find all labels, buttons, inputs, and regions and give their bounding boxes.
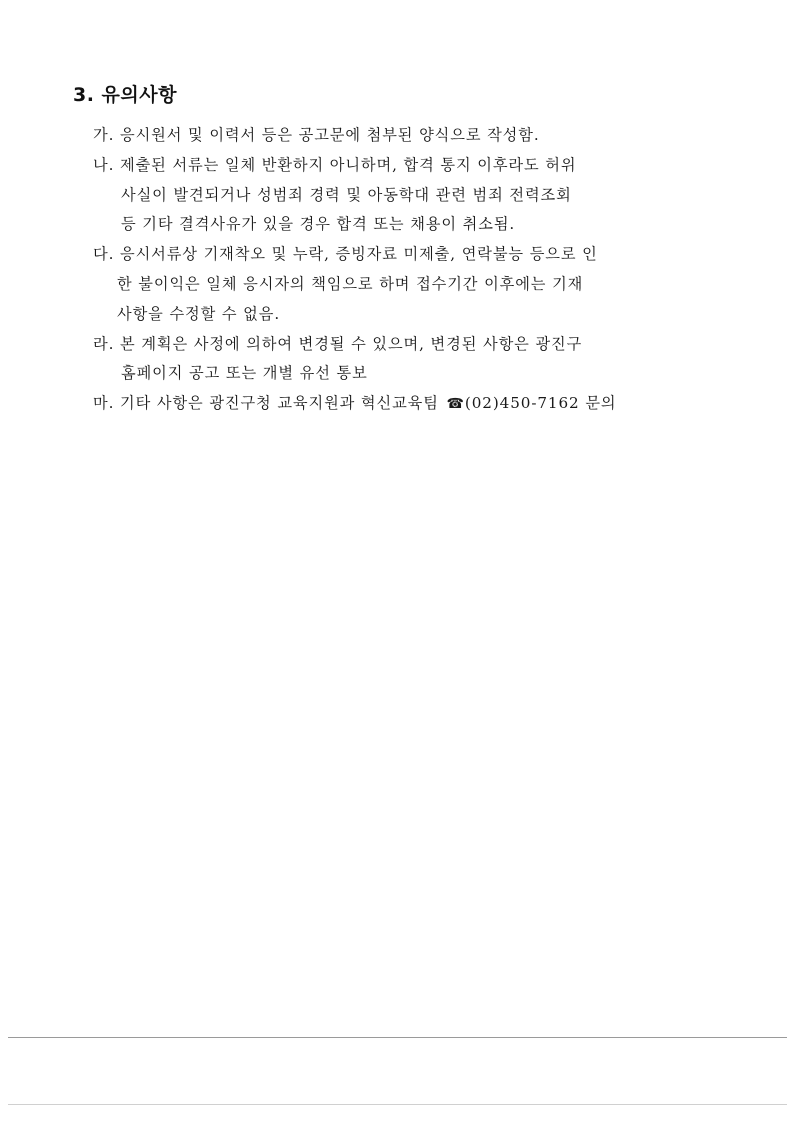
note-line: 다. 응시서류상 기재착오 및 누락, 증빙자료 미제출, 연락불능 등으로 인 [93, 245, 598, 264]
footer-divider-bottom [8, 1104, 787, 1105]
note-line: 라. 본 계획은 사정에 의하여 변경될 수 있으며, 변경된 사항은 광진구 [93, 334, 583, 353]
telephone-icon: ☎ [446, 396, 465, 413]
note-item-ma [93, 389, 733, 420]
note-item-da [93, 240, 733, 329]
note-line: 사실이 발견되거나 성범죄 경력 및 아동학대 관련 범죄 전력조회 [121, 185, 572, 204]
note-line: 홈페이지 공고 또는 개별 유선 통보 [121, 364, 368, 383]
note-text: 마. 기타 사항은 광진구청 교육지원과 혁신교육팀 [93, 394, 439, 413]
note-line: 등 기타 결격사유가 있을 경우 합격 또는 채용이 취소됨. [121, 215, 516, 234]
note-line: 가. 응시원서 및 이력서 등은 공고문에 첨부된 양식으로 작성함. [93, 126, 540, 144]
notes-list [93, 121, 733, 420]
note-line: 사항을 수정할 수 없음. [117, 304, 281, 323]
note-suffix: 문의 [579, 394, 617, 413]
footer-divider [8, 1037, 787, 1038]
note-line [93, 389, 733, 420]
note-item-ga [93, 121, 733, 151]
phone-number: (02)450-7162 [464, 394, 580, 413]
note-item-ra [93, 330, 733, 390]
note-line: 한 불이익은 일체 응시자의 책임으로 하며 접수기간 이후에는 기재 [117, 274, 584, 293]
note-line: 나. 제출된 서류는 일체 반환하지 아니하며, 합격 통지 이후라도 허위 [93, 155, 577, 174]
section-title: 3. 유의사항 [73, 84, 177, 106]
note-item-na [93, 151, 733, 240]
